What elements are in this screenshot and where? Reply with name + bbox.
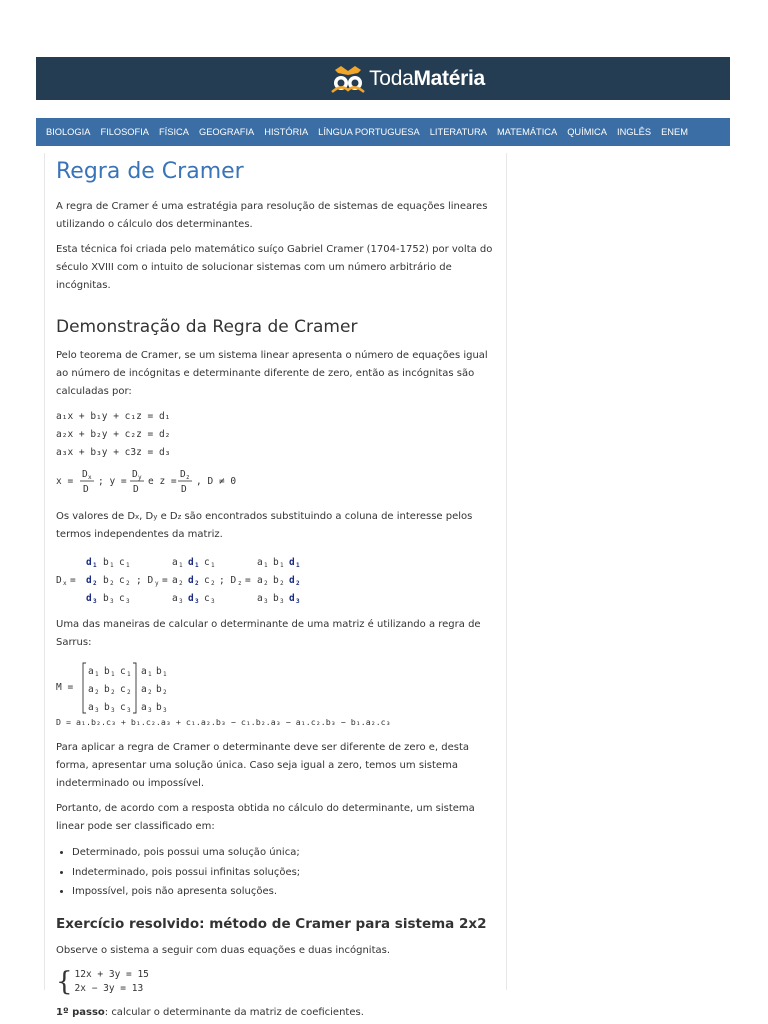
nav-item-literatura[interactable]: LITERATURA [429,127,487,137]
svg-text:b: b [104,684,110,695]
svg-text:2: 2 [280,580,284,587]
sarrus-matrix-graphic [56,659,196,715]
svg-text:1: 1 [95,671,99,678]
svg-text:d: d [86,557,92,568]
svg-text:2: 2 [211,580,215,587]
svg-text:=: = [70,575,76,586]
svg-text:3: 3 [280,598,284,605]
svg-text:2: 2 [126,580,130,587]
intro-paragraph-1: A regra de Cramer é uma estratégia para resolução de sistemas de equações lineares utilizando o cálculo dos determinantes. [56,201,488,230]
equation-row-2: a₂x + b₂y + c₂z = d₂ [56,429,171,440]
svg-text:d: d [188,593,194,604]
svg-text:3: 3 [179,598,183,605]
svg-text:1: 1 [179,562,183,569]
determinant-matrices [56,552,495,606]
svg-text:1: 1 [110,562,114,569]
svg-text:D: D [56,575,62,586]
apply-paragraph: Para aplicar a regra de Cramer o determinante deve ser diferente de zero e, desta forma, apresentar uma solução única. Caso seja igual a zero, temos um sistema indeterminado ou impossível. [56,742,470,789]
svg-text:b: b [273,593,279,604]
svg-text:1: 1 [163,671,167,678]
svg-text:3: 3 [110,598,114,605]
svg-text:b: b [156,666,162,677]
svg-text:D: D [82,469,88,480]
svg-text:1: 1 [195,562,199,569]
svg-text:b: b [103,575,109,586]
svg-text:d: d [289,575,295,586]
svg-text:d: d [188,575,194,586]
classify-paragraph: Portanto, de acordo com a resposta obtida no cálculo do determinante, um sistema linear pode ser classificado em: [56,803,475,832]
determinants-paragraph: Os valores de Dx, Dy e Dz são encontrados substituindo a coluna de interesse pelos termos independentes da matriz. [56,511,473,540]
svg-text:3: 3 [211,598,215,605]
svg-text:3: 3 [126,598,130,605]
svg-text:a: a [88,684,94,695]
svg-text:d: d [188,557,194,568]
svg-text:c: c [204,575,210,586]
section-title: Demonstração da Regra de Cramer [56,317,358,337]
svg-text:; y =: ; y = [98,476,127,487]
linear-system-2x2 [56,968,495,996]
svg-text:b: b [104,702,110,713]
list-item: • Indeterminado, pois possui infinitas soluções; [72,863,495,883]
svg-text:a: a [141,666,147,677]
svg-text:2: 2 [110,580,114,587]
svg-text:d: d [86,575,92,586]
svg-text:z: z [186,474,190,481]
svg-text:1: 1 [148,671,152,678]
svg-text:c: c [204,557,210,568]
svg-text:=: = [245,575,251,586]
svg-text:c: c [119,557,125,568]
svg-text:a: a [88,702,94,713]
svg-text:a: a [141,702,147,713]
page-title: Regra de Cramer [56,159,244,184]
svg-text:2: 2 [195,580,199,587]
svg-text:x: x [88,474,92,481]
svg-text:D: D [181,484,187,495]
sarrus-matrix [56,659,495,715]
svg-text:3: 3 [95,707,99,714]
svg-text:z: z [238,580,242,587]
nav-item-física[interactable]: FÍSICA [159,127,189,137]
svg-text:a: a [172,557,178,568]
determinant-matrices-graphic [56,552,316,606]
equation-row-2: 2x − 3y = 13 [74,982,144,994]
svg-text:1: 1 [93,562,97,569]
svg-text:1: 1 [296,562,300,569]
svg-text:d: d [86,593,92,604]
intro-paragraph-2: Esta técnica foi criada pelo matemático suíço Gabriel Cramer (1704-1752) por volta do século XVIII com o intuito de solucionar sistemas com um número arbitrário de incógnitas. [56,244,493,291]
svg-text:1: 1 [126,562,130,569]
svg-text:a: a [257,575,263,586]
nav-item-biologia[interactable]: BIOLOGIA [46,127,91,137]
svg-text:a: a [257,557,263,568]
svg-text:2: 2 [296,580,300,587]
svg-text:D: D [133,484,139,495]
nav-item-história[interactable]: HISTÓRIA [264,127,309,137]
nav-item-inglês[interactable]: INGLÊS [616,127,652,137]
svg-text:1: 1 [211,562,215,569]
linear-system-3x3 [56,408,495,462]
svg-text:a: a [257,593,263,604]
svg-text:3: 3 [93,598,97,605]
svg-text:=: = [162,575,168,586]
svg-text:c: c [120,684,126,695]
svg-text:a: a [88,666,94,677]
sarrus-paragraph: Uma das maneiras de calcular o determinante de uma matriz é utilizando a regra de Sarrus: [56,619,481,648]
svg-text:; D: ; D [219,575,237,586]
article-content [44,153,507,1018]
svg-text:d: d [289,593,295,604]
exercise-paragraph: Observe o sistema a seguir com duas equações e duas incógnitas. [56,944,391,956]
svg-text:3: 3 [264,598,268,605]
svg-text:e z =: e z = [148,476,177,487]
svg-text:1: 1 [264,562,268,569]
svg-text:2: 2 [179,580,183,587]
svg-text:b: b [273,575,279,586]
svg-text:x =: x = [56,476,74,487]
cramer-formula-graphic [56,466,256,498]
svg-text:b: b [104,666,110,677]
svg-text:a: a [141,684,147,695]
svg-text:3: 3 [111,707,115,714]
svg-text:3: 3 [296,598,300,605]
list-item: • Determinado, pois possui uma solução única; [72,843,495,863]
sarrus-expansion: D = a₁.b₂.c₃ + b₁.c₂.a₃ + c₁.a₂.b₃ − c₁.b₂.a₃ − a₁.c₂.b₃ − b₁.a₂.c₃ [56,717,391,727]
owl-icon [331,64,365,94]
cramer-formula [56,466,495,498]
svg-text:b: b [103,593,109,604]
svg-text:2: 2 [111,689,115,696]
svg-text:2: 2 [127,689,131,696]
equation-row-1: 12x + 3y = 15 [74,968,149,980]
svg-text:D: D [83,484,89,495]
main-navigation [36,118,730,146]
site-logo[interactable] [331,64,485,94]
svg-text:x: x [63,580,67,587]
nav-item-geografia[interactable]: GEOGRAFIA [198,127,255,137]
step-1-paragraph: 1º passo: calcular o determinante da matriz de coeficientes. [56,1006,364,1018]
brace-icon: { [56,966,73,997]
svg-text:b: b [103,557,109,568]
svg-text:c: c [120,666,126,677]
svg-text:1: 1 [111,671,115,678]
svg-text:D: D [180,469,186,480]
svg-text:3: 3 [163,707,167,714]
svg-text:3: 3 [148,707,152,714]
svg-text:, D ≠ 0: , D ≠ 0 [196,476,237,487]
svg-text:1: 1 [127,671,131,678]
site-header [36,57,730,100]
classification-list [56,843,495,902]
svg-text:2: 2 [148,689,152,696]
svg-text:c: c [119,575,125,586]
equation-row-3: a₃x + b₃y + c3z = d₃ [56,447,171,458]
svg-text:c: c [204,593,210,604]
svg-text:b: b [156,684,162,695]
svg-text:b: b [156,702,162,713]
nav-item-filosofia[interactable]: FILOSOFIA [100,127,149,137]
svg-text:a: a [172,575,178,586]
svg-text:c: c [119,593,125,604]
svg-text:D: D [132,469,138,480]
svg-text:y: y [155,580,159,587]
svg-text:2: 2 [264,580,268,587]
svg-text:1: 1 [280,562,284,569]
svg-text:2: 2 [163,689,167,696]
nav-item-enem[interactable]: ENEM [661,127,688,137]
svg-text:; D: ; D [136,575,154,586]
svg-text:b: b [273,557,279,568]
svg-text:a: a [172,593,178,604]
demo-paragraph: Pelo teorema de Cramer, se um sistema linear apresenta o número de equações igual ao número de incógnitas e determinante diferente de zero, então as incógnitas são calculadas por: [56,350,488,397]
svg-text:d: d [289,557,295,568]
logo-text: TodaMatéria [369,66,485,90]
exercise-title: Exercício resolvido: método de Cramer para sistema 2x2 [56,915,487,932]
nav-item-química[interactable]: QUÍMICA [567,127,607,137]
svg-text:y: y [138,474,142,481]
svg-text:c: c [120,702,126,713]
nav-item-matemática[interactable]: MATEMÁTICA [496,127,558,137]
svg-text:3: 3 [127,707,131,714]
svg-text:2: 2 [93,580,97,587]
svg-text:M =: M = [56,682,74,693]
equation-row-1: a₁x + b₁y + c₁z = d₁ [56,411,171,422]
list-item: • Impossível, pois não apresenta soluções. [72,882,495,902]
svg-text:2: 2 [95,689,99,696]
svg-text:3: 3 [195,598,199,605]
nav-item-língua-portuguesa[interactable]: LÍNGUA PORTUGUESA [318,127,420,137]
